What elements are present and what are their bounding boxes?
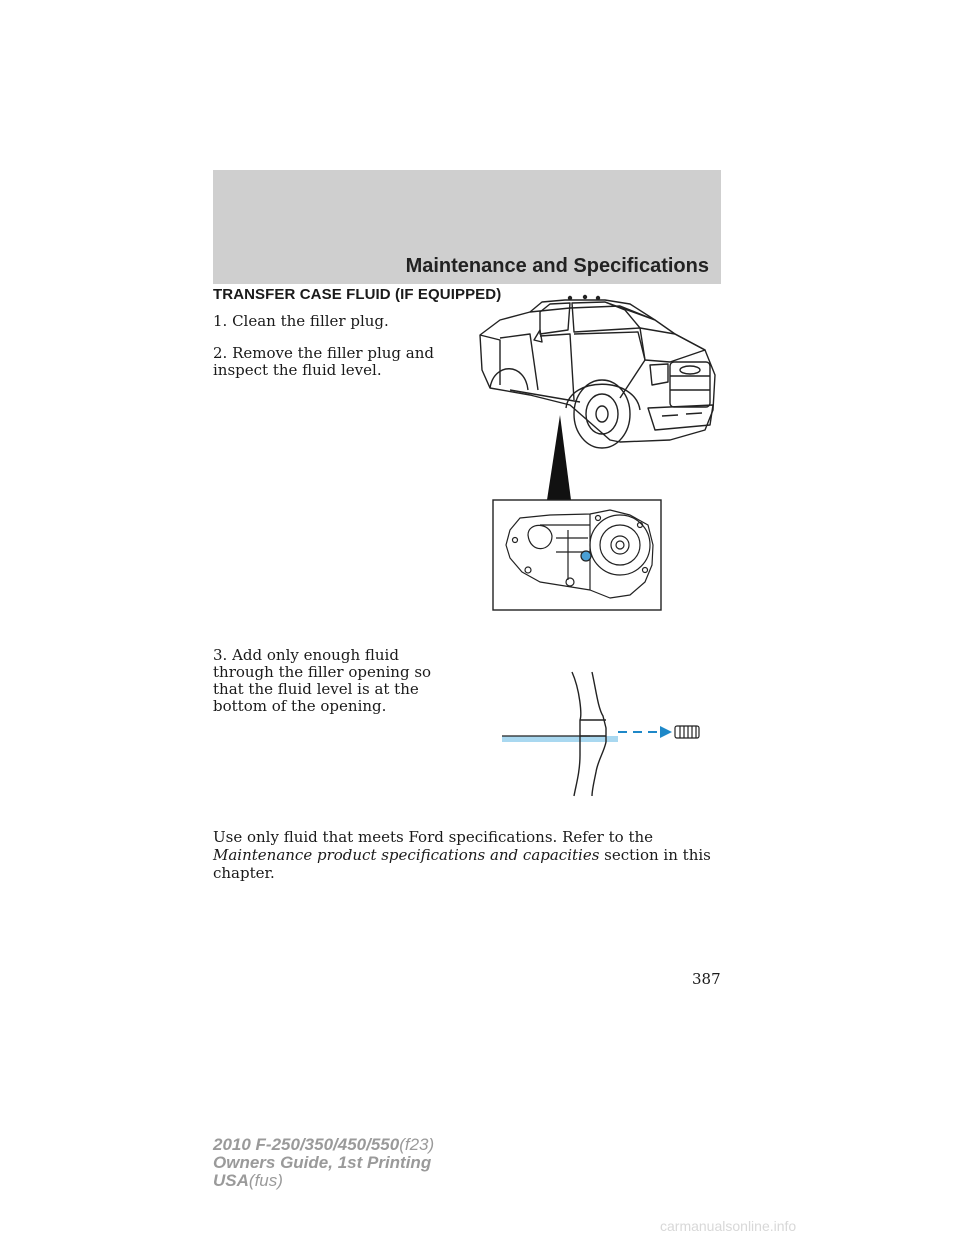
page-number: 387 bbox=[692, 970, 721, 988]
filler-plug-marker bbox=[581, 551, 591, 561]
section-heading: TRANSFER CASE FLUID (IF EQUIPPED) bbox=[213, 286, 502, 303]
step-2: 2. Remove the filler plug and inspect the fluid level. bbox=[213, 344, 435, 379]
step-1: 1. Clean the filler plug. bbox=[213, 312, 389, 330]
note-text-before: Use only fluid that meets Ford specifications. Refer to the bbox=[213, 828, 654, 846]
fill-level-diagram bbox=[500, 660, 705, 800]
maintenance-specs-reference: Maintenance product specifications and capacities bbox=[213, 846, 600, 864]
step-3: 3. Add only enough fluid through the filler opening so that the fluid level is at the bottom of the opening. bbox=[213, 646, 432, 715]
truck-transfer-case-illustration bbox=[470, 290, 725, 615]
filler-plug-icon bbox=[675, 726, 699, 738]
housing-wall bbox=[572, 672, 581, 796]
header-band bbox=[213, 170, 721, 284]
fluid-level-line bbox=[502, 736, 618, 742]
note-text-after: section in this chapter. bbox=[213, 846, 711, 882]
truck-body bbox=[480, 306, 715, 442]
footer-printing: Owners Guide, 1st Printing bbox=[213, 1153, 432, 1172]
footer-region: USA bbox=[213, 1171, 249, 1190]
pointer-wedge bbox=[547, 415, 571, 500]
footer-edition-info bbox=[213, 1136, 434, 1190]
header-title: Maintenance and Specifications bbox=[405, 255, 709, 277]
watermark: carmanualsonline.info bbox=[660, 1218, 797, 1234]
footer-region-code: (fus) bbox=[248, 1171, 283, 1190]
footer-model-code: (f23) bbox=[399, 1135, 435, 1154]
footer-model: 2010 F-250/350/450/550 bbox=[213, 1135, 400, 1154]
transfer-case-inset-box bbox=[493, 500, 661, 610]
fluid-spec-note bbox=[213, 828, 723, 882]
